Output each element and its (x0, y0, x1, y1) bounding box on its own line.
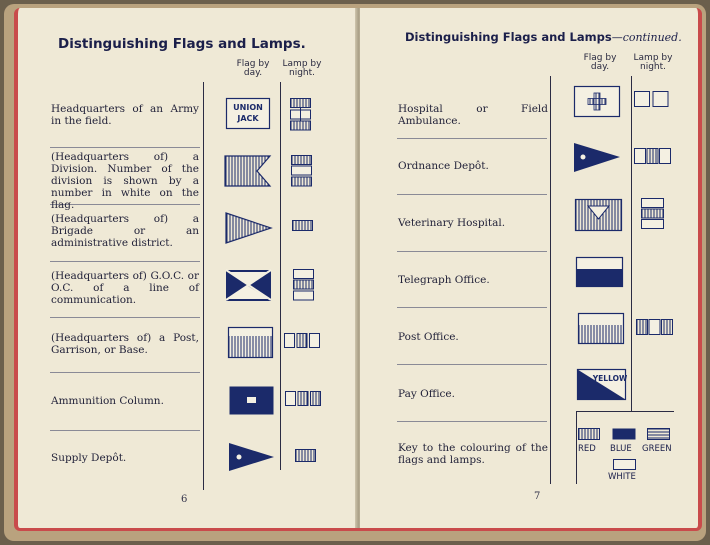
key-white-swatch (613, 459, 639, 473)
left-rule-1 (203, 82, 204, 490)
post-office-flag (578, 313, 626, 345)
veterinary-lamp (641, 198, 667, 232)
post-lamp (284, 333, 324, 349)
goc-flag (226, 270, 272, 302)
right-entry-post-office: Post Office. (398, 331, 459, 343)
goc-lamp (293, 269, 317, 303)
post-office-lamp (636, 319, 676, 337)
left-page-number: 6 (181, 494, 188, 505)
hospital-flag (574, 86, 622, 118)
left-entry-post: (Headquarters of) a Post, Garrison, or Base. (51, 332, 199, 356)
ammunition-lamp (285, 391, 325, 407)
right-entry-veterinary: Veterinary Hospital. (398, 217, 506, 229)
right-page-title (405, 30, 682, 44)
right-entry-ordnance: Ordnance Depôt. (398, 160, 489, 172)
brigade-pennant (226, 213, 272, 245)
left-entry-brigade: (Headquarters of) a Brigade or an administrative district. (51, 213, 199, 249)
post-garrison-flag (228, 327, 274, 359)
right-title-suffix: —continued. (611, 31, 682, 44)
ordnance-lamp (634, 148, 674, 166)
brigade-lamp (292, 220, 316, 234)
left-entry-ammunition: Ammunition Column. (51, 395, 164, 407)
key-red-swatch (578, 428, 602, 442)
left-row-divider (50, 317, 200, 318)
right-entry-key: Key to the colouring of the flags and lamps. (398, 442, 548, 466)
right-row-divider (397, 138, 547, 139)
union-jack-label-1: UNION (233, 103, 263, 112)
veterinary-flag (575, 199, 623, 233)
right-row-divider (397, 364, 547, 365)
left-entry-goc: (Headquarters of) G.O.C. or O.C. of a line of communication. (51, 270, 199, 306)
left-page-title: Distinguishing Flags and Lamps. (58, 36, 306, 52)
right-title-main: Distinguishing Flags and Lamps (405, 30, 612, 44)
telegraph-flag (576, 257, 624, 289)
right-entry-telegraph: Telegraph Office. (398, 274, 490, 286)
supply-pennant (229, 443, 275, 475)
right-entry-pay-office: Pay Office. (398, 388, 455, 400)
army-lamp (290, 98, 314, 132)
yellow-label: YELLOW (592, 374, 628, 383)
left-entry-division: (Headquarters of) a Division. Number of the division is shown by a number in white on the flag. (51, 151, 199, 211)
division-flag (225, 156, 271, 188)
key-green-label: GREEN (642, 444, 672, 454)
ammunition-flag (229, 386, 275, 418)
key-blue-label: BLUE (610, 444, 632, 454)
right-row-divider (397, 251, 547, 252)
key-blue-swatch (612, 428, 638, 442)
key-box-left (576, 411, 577, 484)
right-rule-2 (631, 76, 632, 411)
right-row-divider (397, 421, 547, 422)
left-rule-2 (280, 82, 281, 470)
left-col-lamp-header: Lamp by night. (282, 59, 322, 78)
left-row-divider (50, 261, 200, 262)
left-col-flag-header: Flag by day. (236, 59, 270, 78)
left-entry-army: Headquarters of an Army in the field. (51, 103, 199, 127)
left-row-divider (50, 147, 200, 148)
key-box-top (576, 411, 674, 412)
union-jack-label-2: JACK (237, 114, 259, 123)
right-row-divider (397, 194, 547, 195)
hospital-lamp (634, 91, 674, 109)
right-page-number: 7 (534, 491, 541, 502)
right-entry-hospital: Hospital or Field Ambulance. (398, 103, 548, 127)
key-white-label: WHITE (608, 472, 636, 482)
left-row-divider (50, 430, 200, 431)
right-row-divider (397, 307, 547, 308)
key-green-swatch (647, 428, 673, 442)
ordnance-pennant (574, 143, 622, 175)
right-col-lamp-header: Lamp by night. (633, 53, 673, 72)
key-red-label: RED (578, 444, 596, 454)
supply-lamp (295, 449, 319, 463)
right-col-flag-header: Flag by day. (583, 53, 617, 72)
division-lamp (291, 155, 315, 189)
left-row-divider (50, 372, 200, 373)
left-entry-supply: Supply Depôt. (51, 452, 127, 464)
right-rule-1 (550, 76, 551, 484)
